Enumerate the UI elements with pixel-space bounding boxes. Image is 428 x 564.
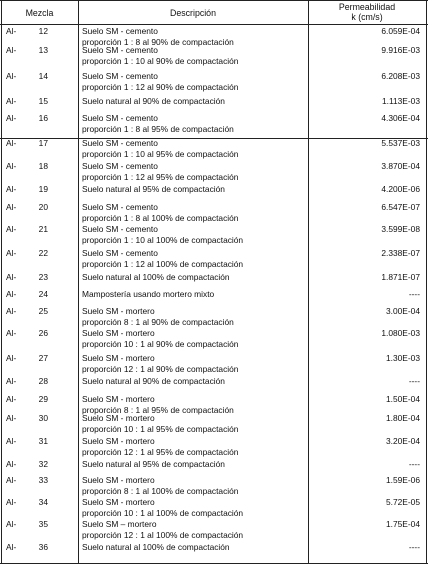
row-number: 12 — [38, 26, 48, 36]
row-prefix: Al- — [6, 113, 17, 123]
row-description-detail: proporción 8 : 1 al 100% de compactación — [82, 486, 239, 496]
row-number: 23 — [38, 272, 48, 282]
row-prefix: Al- — [6, 161, 17, 171]
row-permeability: 4.200E-06 — [381, 184, 420, 194]
row-description-detail: proporción 1 : 12 al 95% de compactación — [82, 172, 239, 182]
row-description: Suelo SM - cemento — [82, 26, 158, 36]
row-permeability: 1.50E-04 — [386, 394, 420, 404]
row-description: Suelo natural al 95% de compactación — [82, 459, 225, 469]
row-number: 17 — [38, 138, 48, 148]
row-prefix: Al- — [6, 224, 17, 234]
row-description: Suelo SM - cemento — [82, 45, 158, 55]
row-description: Suelo natural al 100% de compactación — [82, 542, 230, 552]
row-permeability: 3.00E-04 — [386, 306, 420, 316]
row-description: Suelo SM - mortero — [82, 413, 155, 423]
header-mezcla: Mezcla — [25, 8, 54, 18]
row-number: 20 — [38, 202, 48, 212]
row-prefix: Al- — [6, 436, 17, 446]
row-permeability: ---- — [408, 376, 420, 386]
row-description: Suelo natural al 90% de compactación — [82, 96, 225, 106]
row-permeability: 1.871E-07 — [381, 272, 420, 282]
row-description: Suelo SM - mortero — [82, 353, 155, 363]
row-prefix: Al- — [6, 542, 17, 552]
row-number: 32 — [38, 459, 48, 469]
row-permeability: 3.870E-04 — [381, 161, 420, 171]
header-descripcion: Descripción — [170, 8, 216, 18]
row-description: Suelo SM – mortero — [82, 519, 157, 529]
row-prefix: Al- — [6, 289, 17, 299]
row-number: 16 — [38, 113, 48, 123]
row-prefix: Al- — [6, 459, 17, 469]
row-number: 33 — [38, 475, 48, 485]
row-number: 24 — [38, 289, 48, 299]
row-permeability: 1.30E-03 — [386, 353, 420, 363]
row-permeability: ---- — [408, 289, 420, 299]
row-prefix: Al- — [6, 376, 17, 386]
row-description-detail: proporción 1 : 8 al 90% de compactación — [82, 37, 234, 47]
row-permeability: 1.75E-04 — [386, 519, 420, 529]
row-number: 22 — [38, 248, 48, 258]
row-prefix: Al- — [6, 96, 17, 106]
row-description-detail: proporción 8 : 1 al 90% de compactación — [82, 317, 234, 327]
row-prefix: Al- — [6, 248, 17, 258]
row-prefix: Al- — [6, 475, 17, 485]
row-number: 36 — [38, 542, 48, 552]
row-description: Suelo natural al 90% de compactación — [82, 376, 225, 386]
row-number: 21 — [38, 224, 48, 234]
row-prefix: Al- — [6, 71, 17, 81]
row-description-detail: proporción 1 : 8 al 100% de compactación — [82, 213, 239, 223]
row-number: 28 — [38, 376, 48, 386]
row-description-detail: proporción 12 : 1 al 100% de compactación — [82, 530, 244, 540]
row-description-detail: proporción 10 : 1 al 100% de compactación — [82, 508, 244, 518]
row-permeability: ---- — [408, 459, 420, 469]
row-description: Suelo SM - cemento — [82, 113, 158, 123]
row-description: Mampostería usando mortero mixto — [82, 289, 215, 299]
header-divider — [0, 24, 428, 25]
row-prefix: Al- — [6, 202, 17, 212]
row-number: 15 — [38, 96, 48, 106]
row-permeability: ---- — [408, 542, 420, 552]
row-prefix: Al- — [6, 45, 17, 55]
row-description: Suelo SM - cemento — [82, 202, 158, 212]
row-description-detail: proporción 1 : 10 al 100% de compactación — [82, 235, 244, 245]
row-description-detail: proporción 1 : 10 al 95% de compactación — [82, 149, 239, 159]
row-description: Suelo SM - cemento — [82, 224, 158, 234]
row-permeability: 1.080E-03 — [381, 328, 420, 338]
row-number: 14 — [38, 71, 48, 81]
row-description-detail: proporción 1 : 8 al 95% de compactación — [82, 124, 234, 134]
row-number: 18 — [38, 161, 48, 171]
row-description: Suelo SM - cemento — [82, 248, 158, 258]
row-number: 13 — [38, 45, 48, 55]
row-description-detail: proporción 1 : 10 al 90% de compactación — [82, 56, 239, 66]
row-description: Suelo SM - mortero — [82, 394, 155, 404]
column-divider — [78, 0, 79, 564]
row-description-detail: proporción 8 : 1 al 95% de compactación — [82, 405, 234, 415]
column-divider — [308, 0, 309, 564]
row-permeability: 1.80E-04 — [386, 413, 420, 423]
row-number: 26 — [38, 328, 48, 338]
row-permeability: 9.916E-03 — [381, 45, 420, 55]
row-prefix: Al- — [6, 272, 17, 282]
row-number: 25 — [38, 306, 48, 316]
row-prefix: Al- — [6, 306, 17, 316]
row-description: Suelo SM - cemento — [82, 71, 158, 81]
row-description: Suelo natural al 95% de compactación — [82, 184, 225, 194]
table-border-right — [426, 0, 427, 564]
header-permeabilidad: Permeabilidad — [338, 2, 396, 12]
row-prefix: Al- — [6, 353, 17, 363]
row-permeability: 4.306E-04 — [381, 113, 420, 123]
row-prefix: Al- — [6, 413, 17, 423]
row-description-detail: proporción 10 : 1 al 90% de compactación — [82, 339, 239, 349]
row-number: 27 — [38, 353, 48, 363]
row-description: Suelo SM - cemento — [82, 161, 158, 171]
row-number: 31 — [38, 436, 48, 446]
row-prefix: Al- — [6, 497, 17, 507]
row-permeability: 6.208E-03 — [381, 71, 420, 81]
row-description: Suelo natural al 100% de compactación — [82, 272, 230, 282]
table-border-left — [1, 0, 2, 564]
row-description: Suelo SM - mortero — [82, 328, 155, 338]
row-prefix: Al- — [6, 328, 17, 338]
row-number: 30 — [38, 413, 48, 423]
row-prefix: Al- — [6, 184, 17, 194]
row-permeability: 6.059E-04 — [381, 26, 420, 36]
row-permeability: 5.537E-03 — [381, 138, 420, 148]
row-description: Suelo SM - cemento — [82, 138, 158, 148]
row-description: Suelo SM - mortero — [82, 306, 155, 316]
row-permeability: 5.72E-05 — [386, 497, 420, 507]
row-description: Suelo SM - mortero — [82, 475, 155, 485]
row-prefix: Al- — [6, 138, 17, 148]
row-description-detail: proporción 10 : 1 al 95% de compactación — [82, 424, 239, 434]
row-permeability: 1.113E-03 — [381, 96, 420, 106]
row-number: 29 — [38, 394, 48, 404]
row-prefix: Al- — [6, 519, 17, 529]
row-description-detail: proporción 1 : 12 al 90% de compactación — [82, 82, 239, 92]
header-permeabilidad-unit: k (cm/s) — [351, 12, 383, 22]
row-number: 35 — [38, 519, 48, 529]
row-prefix: Al- — [6, 26, 17, 36]
row-description: Suelo SM - mortero — [82, 497, 155, 507]
row-prefix: Al- — [6, 394, 17, 404]
row-description-detail: proporción 12 : 1 al 90% de compactación — [82, 364, 239, 374]
table-border-top — [0, 0, 428, 1]
row-permeability: 3.20E-04 — [386, 436, 420, 446]
row-number: 34 — [38, 497, 48, 507]
row-number: 19 — [38, 184, 48, 194]
row-description: Suelo SM - mortero — [82, 436, 155, 446]
row-description-detail: proporción 12 : 1 al 95% de compactación — [82, 447, 239, 457]
row-permeability: 1.59E-06 — [386, 475, 420, 485]
row-permeability: 2.338E-07 — [381, 248, 420, 258]
row-permeability: 3.599E-08 — [381, 224, 420, 234]
row-permeability: 6.547E-07 — [381, 202, 420, 212]
row-description-detail: proporción 1 : 12 al 100% de compactación — [82, 259, 244, 269]
